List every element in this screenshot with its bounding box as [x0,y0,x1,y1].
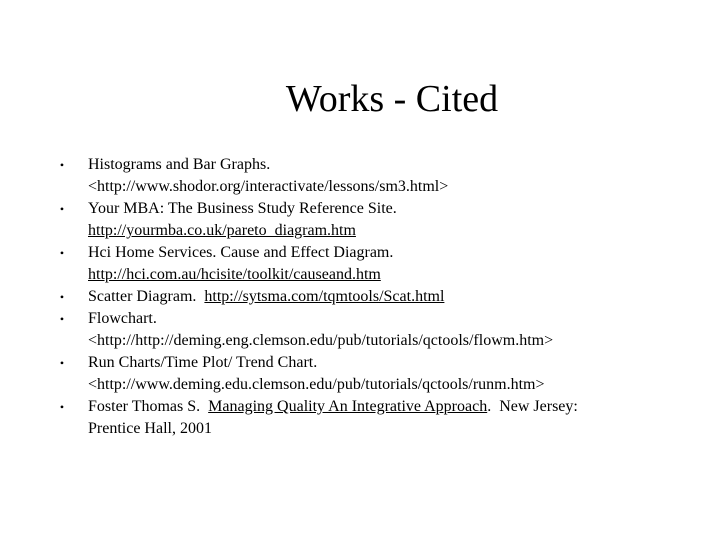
reference-item [56,308,656,352]
reference-publisher-place: . New Jersey: [487,398,578,415]
reference-link[interactable]: http://sytsma.com/tqmtools/Scat.html [204,288,445,305]
reference-item [56,396,656,440]
bullet-icon: • [59,202,65,216]
reference-author: Foster Thomas S. [88,398,209,415]
reference-title: Hci Home Services. Cause and Effect Diagram. [88,244,394,261]
reference-item [56,352,656,396]
reference-title: Histograms and Bar Graphs. [88,156,271,173]
reference-title: Flowchart. [88,310,157,327]
references-list [56,154,656,440]
bullet-icon: • [59,158,65,172]
reference-item [56,242,656,286]
bullet-icon: • [59,356,65,370]
bullet-icon: • [59,312,65,326]
reference-url: <http://http://deming.eng.clemson.edu/pub/tutorials/qctools/flowm.htm> [88,332,554,349]
reference-link[interactable]: http://yourmba.co.uk/pareto_diagram.htm [88,222,356,239]
reference-title: Your MBA: The Business Study Reference Site. [88,200,397,217]
bullet-icon: • [59,246,65,260]
reference-item [56,286,656,308]
reference-url: <http://www.shodor.org/interactivate/lessons/sm3.html> [88,178,449,195]
reference-item [56,198,656,242]
reference-title: Scatter Diagram. [88,288,205,305]
bullet-icon: • [59,290,65,304]
reference-url: <http://www.deming.edu.clemson.edu/pub/tutorials/qctools/runm.htm> [88,376,545,393]
slide-title: Works - Cited [285,78,499,120]
reference-item [56,154,656,198]
reference-book-title: Managing Quality An Integrative Approach [208,398,488,415]
reference-title: Run Charts/Time Plot/ Trend Chart. [88,354,318,371]
bullet-icon: • [59,400,65,414]
reference-link[interactable]: http://hci.com.au/hcisite/toolkit/causeand.htm [88,266,381,283]
reference-publisher: Prentice Hall, 2001 [88,420,212,437]
